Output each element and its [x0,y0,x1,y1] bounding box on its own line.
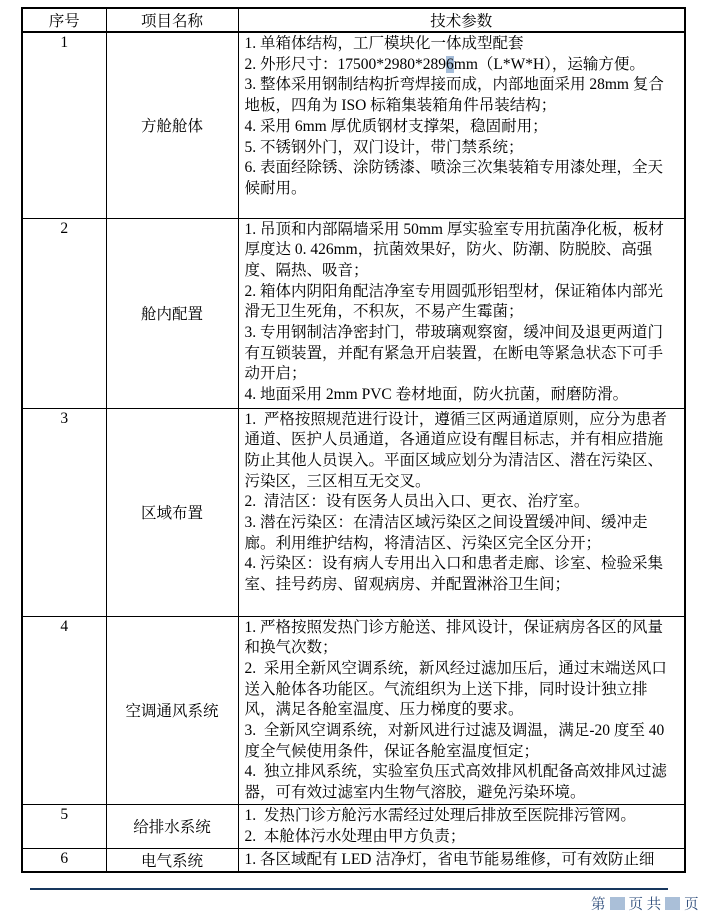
item-name-cell: 区域布置 [106,408,238,616]
param-text-segment: mm（L*W*H），运输方便。 [453,55,645,73]
footer-text-middle: 页 共 [628,897,662,913]
tech-params-cell [238,804,685,848]
seq-cell: 3 [22,408,106,616]
tech-params-cell [238,32,685,218]
spec-table [21,7,686,873]
seq-cell: 4 [22,616,106,804]
page-number-field [610,897,625,910]
param-line: 1. 吊顶和内部隔墙采用 50mm 厚实验室专用抗菌净化板，板材厚度达 0. 426mm，抗菌效果好，防火、防潮、防脱胶、高强度、隔热、吸音； [244,220,664,279]
tech-params-cell [238,408,685,616]
table-row-4 [22,616,685,804]
footer-text-prefix: 第 [591,897,606,913]
param-line: 2. 清洁区：设有医务人员出入口、更衣、治疗室。 [244,493,590,511]
item-name-cell: 电气系统 [106,848,238,872]
param-line: 3. 专用钢制洁净密封门，带玻璃观察窗，缓冲间及退更两道门有互锁装置，并配有紧急开启装置，在断电等紧急状态下可手动开启； [244,324,664,383]
item-name-cell: 方舱舱体 [106,32,238,218]
param-line: 2. 箱体内阴阳角配洁净室专用圆弧形铝型材，保证箱体内部光滑无卫生死角，不积灰，不易产生霉菌； [244,282,664,321]
selected-text: 6 [446,55,454,73]
item-name-cell: 给排水系统 [106,804,238,848]
seq-cell: 5 [22,804,106,848]
param-line: 4. 污染区：设有病人专用出入口和患者走廊、诊室、检验采集室、挂号药房、留观病房、并配置淋浴卫生间； [244,555,664,594]
param-line: 4. 地面采用 2mm PVC 卷材地面，防火抗菌，耐磨防滑。 [244,386,629,404]
seq-cell: 1 [22,32,106,218]
param-line: 3. 全新风空调系统，对新风进行过滤及调温，满足-20 度至 40 度全气候使用条件，保证各舱室温度恒定； [244,722,669,760]
page-number-footer [591,897,699,913]
tech-params-cell [238,848,685,872]
param-line: 6. 表面经除锈、涂防锈漆、喷涂三次集装箱专用漆处理，全天候耐用。 [244,159,664,197]
param-line: 2. 本舱体污水处理由甲方负责； [244,827,466,845]
table-header-row [22,8,685,32]
seq-cell: 6 [22,848,106,872]
param-line [245,55,679,76]
param-line: 5. 不锈钢外门，双门设计，带门禁系统； [244,138,524,156]
table-row-5 [22,804,685,848]
table-row-1 [22,32,685,218]
table-row-2 [22,218,685,408]
tech-params-cell [238,616,685,804]
param-text-segment: 2. 外形尺寸：17500*2980*289 [244,55,447,73]
footer-divider-line [30,888,668,890]
param-line: 1. 各区域配有 LED 洁净灯，省电节能易维修，可有效防止细 [244,850,655,868]
footer-text-suffix: 页 [684,897,699,913]
param-line: 1. 严格按照规范进行设计，遵循三区两通道原则，应分为患者通道、医护人员通道，各通道应设有醒目标志，并有相应措施防止其他人员误入。平面区域应划分为清洁区、潜在污染区、污染区，三区相互无交叉。 [244,410,667,490]
param-line: 3. 潜在污染区：在清洁区域污染区之间设置缓冲间、缓冲走廊。利用维护结构，将清洁区、污染区完全区分开； [244,514,648,552]
seq-cell: 2 [22,218,106,408]
param-line: 3. 整体采用钢制结构折弯焊接而成，内部地面采用 28mm 复合地板，四角为 ISO 标箱集装箱角件吊装结构； [244,76,664,115]
table-row-3 [22,408,685,616]
param-line: 4. 独立排风系统，实验室负压式高效排风机配备高效排风过滤器，可有效过滤室内生物气溶胶，避免污染环境。 [244,763,667,802]
item-name-cell: 空调通风系统 [106,616,238,804]
table-row-6 [22,848,685,872]
param-line: 1. 严格按照发热门诊方舱送、排风设计，保证病房各区的风量和换气次数； [244,618,664,657]
header-tech-params: 技术参数 [238,8,685,32]
param-line: 4. 采用 6mm 厚优质钢材支撑架，稳固耐用； [244,117,548,135]
header-item-name: 项目名称 [106,8,238,32]
tech-params-cell [238,218,685,408]
param-line: 2. 采用全新风空调系统，新风经过滤加压后，通过末端送风口送入舱体各功能区。气流组织为上送下排，同时设计独立排风，满足各舱室温度、压力梯度的要求。 [244,659,667,719]
header-seq-number: 序号 [22,8,106,32]
param-line: 1. 发热门诊方舱污水需经过处理后排放至医院排污管网。 [244,806,636,824]
param-line: 1. 单箱体结构，工厂模块化一体成型配套 [244,35,524,52]
item-name-cell: 舱内配置 [106,218,238,408]
page-count-field [665,897,680,910]
